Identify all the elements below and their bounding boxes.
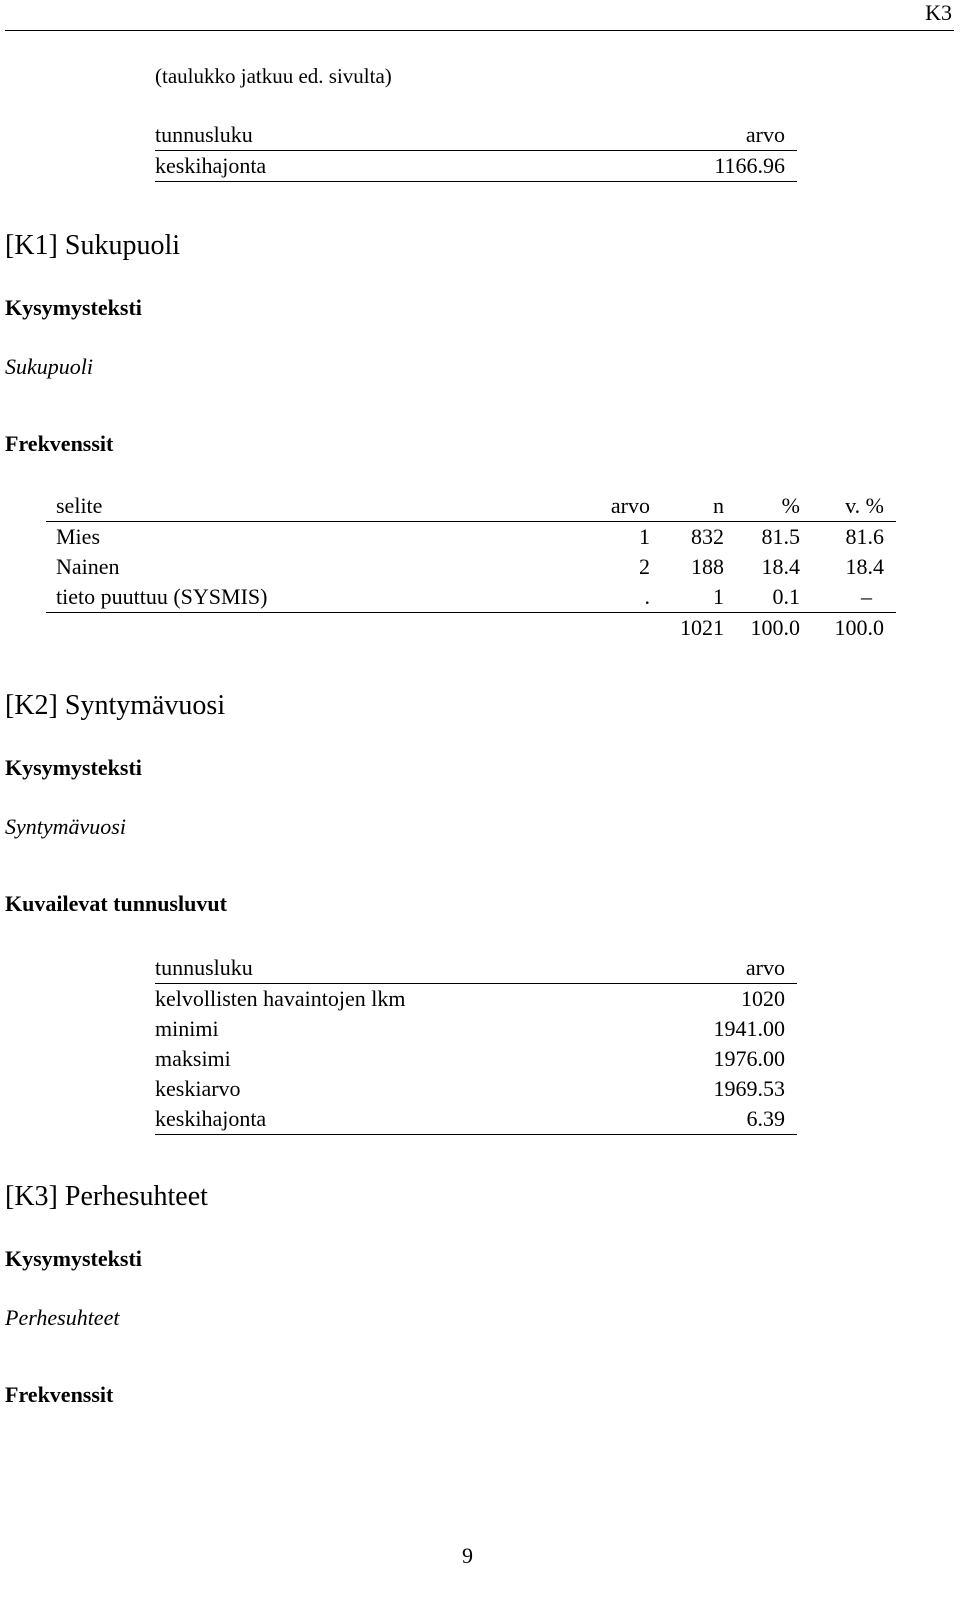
- table-cell: [46, 613, 526, 644]
- stat-label: kelvollisten havaintojen lkm: [155, 986, 406, 1011]
- table-row: [46, 582, 896, 613]
- stat-value: 1020: [741, 986, 785, 1011]
- table-cell: tieto puuttuu (SYSMIS): [46, 582, 526, 613]
- table-cell: [526, 613, 650, 644]
- question-text-k1: Sukupuoli: [5, 354, 93, 379]
- table-cell: Mies: [56, 524, 100, 549]
- column-header: tunnusluku: [155, 953, 637, 984]
- frequency-table-k1: [46, 491, 896, 643]
- table-cell: 188: [691, 554, 724, 579]
- table-row: [46, 552, 896, 582]
- section-title-k1: [K1] Sukupuoli: [5, 230, 180, 261]
- stat-label: minimi: [155, 1016, 219, 1041]
- stat-label: keskihajonta: [155, 151, 523, 182]
- stat-value: 1941.00: [713, 1016, 785, 1041]
- table-row: [155, 1074, 797, 1104]
- section-title-k2: [K2] Syntymävuosi: [5, 690, 226, 721]
- table-total-row: [46, 613, 896, 644]
- question-heading-k3: Kysymysteksti: [5, 1246, 142, 1271]
- column-header: n: [650, 491, 724, 522]
- question-heading-k1: Kysymysteksti: [5, 295, 142, 320]
- table-cell: .: [526, 582, 650, 613]
- stat-value: 1166.96: [523, 151, 797, 182]
- table-row: [155, 984, 797, 1015]
- table-cell: 0.1: [724, 582, 800, 613]
- table-cell: 1021: [680, 615, 724, 640]
- table-cell: 100.0: [750, 615, 800, 640]
- frequency-heading-k1: Frekvenssit: [5, 431, 114, 456]
- stat-label: keskihajonta: [155, 1104, 637, 1135]
- table-cell: 81.6: [845, 524, 884, 549]
- stats-table-k2: [155, 953, 797, 1135]
- column-header: %: [724, 491, 800, 522]
- question-text-k3: Perhesuhteet: [5, 1305, 120, 1330]
- table-cell: 2: [639, 554, 650, 579]
- column-header: arvo: [637, 953, 798, 984]
- column-header: tunnusluku: [155, 120, 523, 151]
- table-cell: 18.4: [761, 554, 800, 579]
- continued-stats-table: [155, 120, 797, 182]
- table-row: [155, 1014, 797, 1044]
- table-cell: 1: [650, 582, 724, 613]
- table-cell: 81.5: [761, 524, 800, 549]
- table-row: [155, 1044, 797, 1074]
- column-header: arvo: [526, 491, 650, 522]
- stat-value: 6.39: [637, 1104, 798, 1135]
- table-cell: Nainen: [56, 554, 120, 579]
- table-cell: –: [800, 582, 896, 613]
- table-row: [155, 1104, 797, 1135]
- column-header: arvo: [523, 120, 797, 151]
- stat-label: keskiarvo: [155, 1076, 241, 1101]
- page-header-code: K3: [925, 0, 952, 25]
- question-heading-k2: Kysymysteksti: [5, 755, 142, 780]
- frequency-heading-k3: Frekvenssit: [5, 1382, 114, 1407]
- column-header: selite: [46, 491, 526, 522]
- question-text-k2: Syntymävuosi: [5, 814, 126, 839]
- table-cell: 832: [691, 524, 724, 549]
- table-row: [46, 522, 896, 553]
- stat-value: 1976.00: [713, 1046, 785, 1071]
- section-title-k3: [K3] Perhesuhteet: [5, 1181, 208, 1212]
- continued-note: (taulukko jatkuu ed. sivulta): [155, 64, 392, 88]
- stat-value: 1969.53: [713, 1076, 785, 1101]
- page-number: 9: [462, 1543, 473, 1568]
- table-cell: 18.4: [845, 554, 884, 579]
- table-row: [155, 151, 797, 182]
- table-cell: 100.0: [834, 615, 884, 640]
- column-header: v. %: [800, 491, 896, 522]
- stat-label: maksimi: [155, 1046, 231, 1071]
- header-rule: [5, 30, 954, 31]
- table-cell: 1: [639, 524, 650, 549]
- stats-heading-k2: Kuvailevat tunnusluvut: [5, 891, 227, 916]
